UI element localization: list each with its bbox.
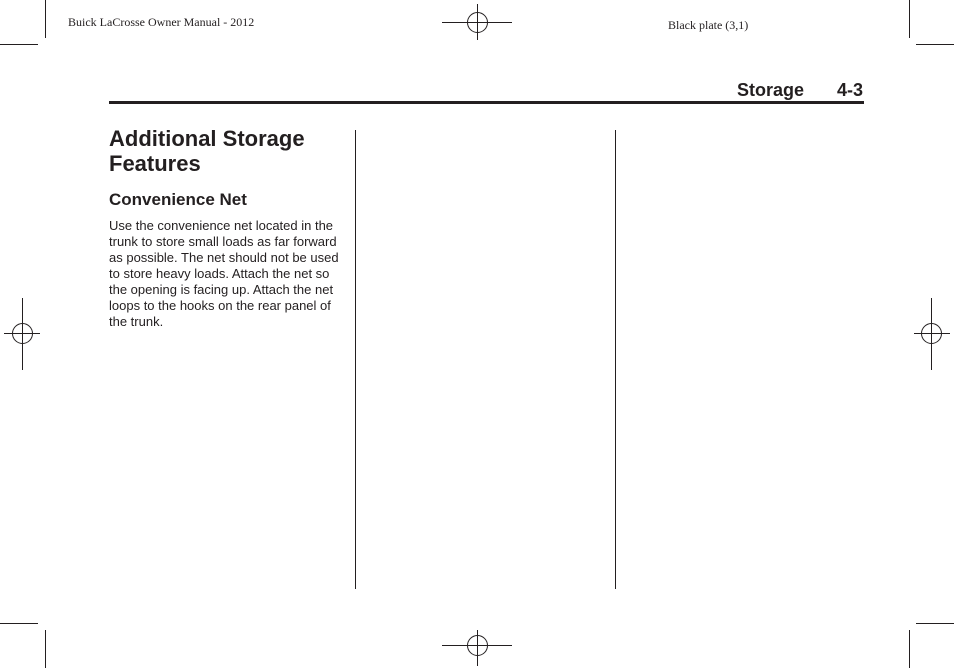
column-divider-1: [355, 130, 356, 589]
crop-mark-top-left-h: [0, 44, 38, 45]
crop-mark-top-left-v: [45, 0, 46, 38]
crop-mark-bottom-right-v: [909, 630, 910, 668]
section-name: Storage: [736, 80, 804, 100]
print-slug: Buick LaCrosse Owner Manual - 2012: [68, 15, 255, 29]
crop-mark-top-right-h: [916, 44, 954, 45]
header-rule: [109, 101, 864, 104]
section-title: Additional Storage Features: [109, 126, 305, 176]
column-divider-2: [615, 130, 616, 589]
subsection-title: Convenience Net: [109, 190, 247, 209]
running-head: [737, 80, 863, 100]
crop-mark-bottom-right-h: [916, 623, 954, 624]
page-number: 4-3: [836, 80, 863, 100]
crop-mark-bottom-left-h: [0, 623, 38, 624]
plate-label: Black plate (3,1): [668, 18, 749, 32]
crop-mark-top-right-v: [909, 0, 910, 38]
body-paragraph: Use the convenience net located in the trunk to store small loads as far forward as possible. The net should not be used to store heavy loads. Attach the net so the opening is facing up. Attach the net loops to the hooks on the rear panel of the trunk.: [109, 218, 339, 329]
crop-mark-bottom-left-v: [45, 630, 46, 668]
